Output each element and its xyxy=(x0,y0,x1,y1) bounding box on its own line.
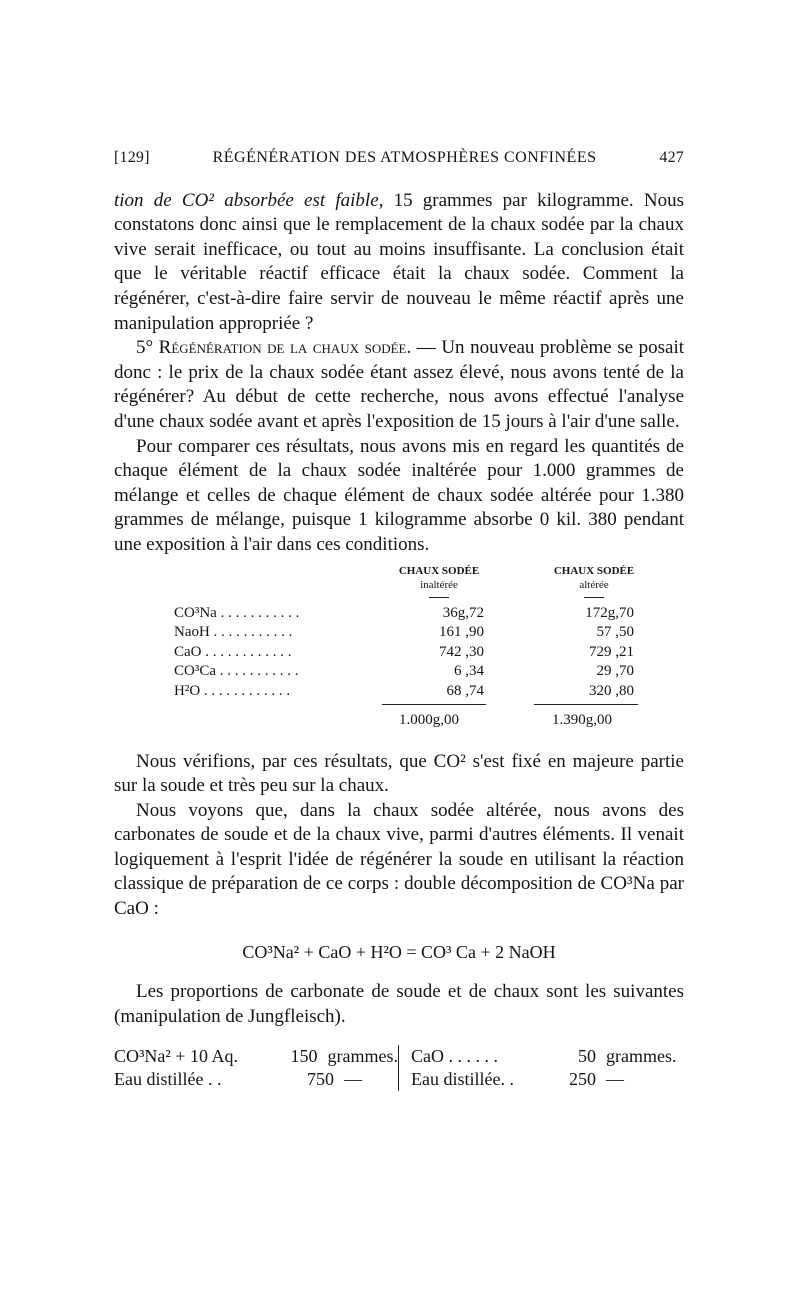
book-page xyxy=(114,146,684,1091)
section-heading: Régénération de la chaux sodée. xyxy=(158,337,412,359)
column-header-line: CHAUX SODÉE xyxy=(553,564,635,577)
section-number: [129] xyxy=(114,149,150,166)
total-unaltered: 1.000g,00 xyxy=(399,711,459,728)
ingredient-unit: grammes. xyxy=(606,1046,677,1067)
ingredient-name: CO³Na² + 10 Aq. xyxy=(114,1046,238,1067)
recipe-line xyxy=(411,1045,684,1068)
ingredient-unit: — xyxy=(344,1069,362,1090)
table-row xyxy=(114,623,684,643)
column-header-unaltered xyxy=(374,564,504,592)
row-value-unaltered: 161 ,90 xyxy=(439,624,484,640)
row-label: CO³Ca . . . . . . . . . . . xyxy=(174,663,299,679)
column-header-line: CHAUX SODÉE xyxy=(398,564,480,577)
composition-table xyxy=(114,564,684,744)
ingredient-amount: 50 xyxy=(578,1046,596,1067)
paragraph-3: Pour comparer ces résultats, nous avons mis en regard les quantités de chaque élément de la chaux sodée inaltérée pour 1.000 grammes de mélange et celles de chaque élément de chaux sodée altérée pour 1.380 grammes de mélange, puisque 1 kilogramme absorbe 0 kil. 380 pendant une exposition à l'air dans ces conditions. xyxy=(114,435,684,555)
row-label: NaoH . . . . . . . . . . . xyxy=(174,624,293,640)
italic-phrase: tion de CO² absorbée est faible, xyxy=(114,189,384,211)
paragraph-1 xyxy=(114,189,684,337)
row-value-altered: 57 ,50 xyxy=(596,624,634,640)
paragraph-5: Nous voyons que, dans la chaux sodée altérée, nous avons des carbonates de soude et de la chaux vive, parmi d'autres éléments. Il venait logiquement à l'esprit l'idée de régénérer la soude en utilisant la réaction classique de préparation de ce corps : double décomposition de CO³Na par CaO : xyxy=(114,799,684,920)
running-header xyxy=(114,146,684,171)
row-value-unaltered: 36g,72 xyxy=(442,604,484,621)
row-value-altered: 320 ,80 xyxy=(589,682,634,699)
row-label: CaO . . . . . . . . . . . . xyxy=(174,643,292,660)
row-label: CO³Na . . . . . . . . . . . xyxy=(174,604,300,621)
recipe-line xyxy=(114,1045,398,1068)
table-row xyxy=(114,662,684,682)
row-value-altered: 29 ,70 xyxy=(596,663,634,679)
column-header-altered xyxy=(529,564,659,592)
ingredient-name: Eau distillée . . xyxy=(114,1069,222,1090)
section-marker: 5° xyxy=(136,337,154,359)
paragraph-2 xyxy=(114,336,684,434)
ingredient-name: Eau distillée. . xyxy=(411,1069,514,1090)
recipe-block xyxy=(114,1045,684,1091)
table-row xyxy=(114,604,684,624)
recipe-right-column xyxy=(399,1045,684,1091)
chemical-equation: CO³Na² + CaO + H²O = CO³ Ca + 2 NaOH xyxy=(242,941,556,962)
column-header-subline: inaltérée xyxy=(420,578,458,591)
paragraph-2-text: — Un nouveau problème se posait donc : le prix de la chaux sodée étant assez élevé, nous avons tenté de la régénérer? Au début de cette recherche, nous avons effectué l'analyse d'une chaux sodée avant et après l'exposition de 15 jours à l'air d'une salle. xyxy=(114,337,684,432)
row-value-unaltered: 68 ,74 xyxy=(446,682,484,699)
row-value-altered: 729 ,21 xyxy=(589,643,634,660)
table-rows xyxy=(114,604,684,702)
table-row xyxy=(114,682,684,702)
ingredient-amount: 250 xyxy=(569,1069,596,1090)
recipe-line xyxy=(114,1068,398,1091)
paragraph-4: Nous vérifions, par ces résultats, que CO² s'est fixé en majeure partie sur la soude et très peu sur la chaux. xyxy=(114,750,684,797)
recipe-left-column xyxy=(114,1045,399,1091)
total-altered: 1.390g,00 xyxy=(552,711,612,728)
table-row xyxy=(114,643,684,663)
ingredient-unit: — xyxy=(606,1069,624,1090)
row-label: H²O . . . . . . . . . . . . xyxy=(174,682,291,699)
ingredient-amount: 750 xyxy=(307,1069,334,1090)
ingredient-unit: grammes. xyxy=(327,1046,398,1067)
running-title: RÉGÉNÉRATION DES ATMOSPHÈRES CONFINÉES xyxy=(212,149,597,166)
row-value-unaltered: 6 ,34 xyxy=(454,663,484,679)
paragraph-1-text: 15 grammes par kilogramme. Nous constatons donc ainsi que le remplacement de la chaux sodée par la chaux vive serait inefficace, ou tout au moins insuffisante. La conclusion était que le véritable réactif efficace était la chaux sodée. Comment la régénérer, c'est-à-dire faire servir de nouveau le même réactif après une manipulation appropriée ? xyxy=(114,189,684,334)
header-dash xyxy=(584,597,604,598)
ingredient-name: CaO . . . . . . xyxy=(411,1046,498,1067)
paragraph-6: Les proportions de carbonate de soude et de chaux sont les suivantes (manipulation de Jungfleisch). xyxy=(114,981,684,1027)
page-number: 427 xyxy=(659,149,684,166)
row-value-unaltered: 742 ,30 xyxy=(439,643,484,660)
header-dash xyxy=(429,597,449,598)
column-header-subline: altérée xyxy=(579,578,609,591)
ingredient-amount: 150 xyxy=(290,1046,318,1067)
recipe-line xyxy=(411,1068,684,1091)
total-rule xyxy=(534,704,638,705)
total-rule xyxy=(382,704,486,705)
row-value-altered: 172g,70 xyxy=(585,604,634,621)
